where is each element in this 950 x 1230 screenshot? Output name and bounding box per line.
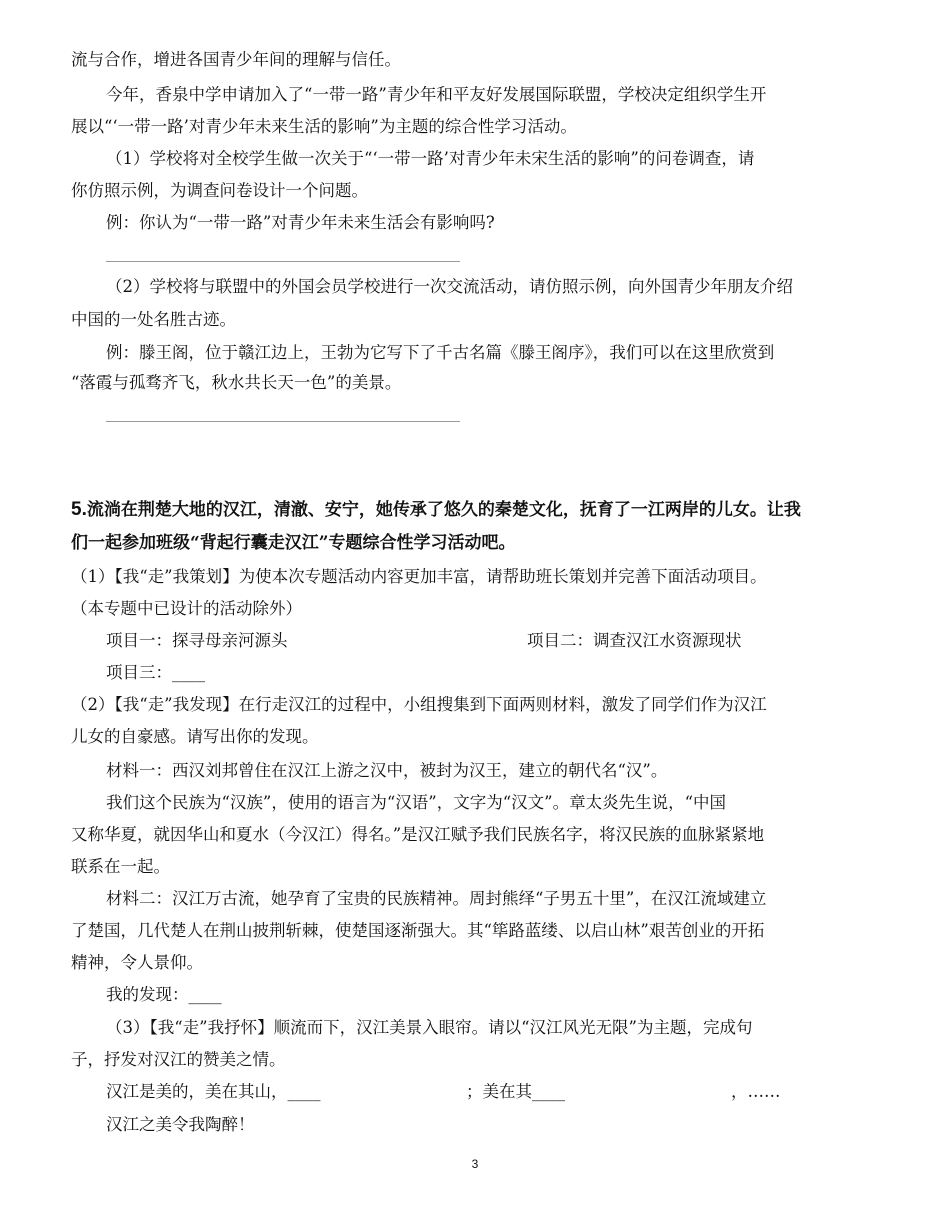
- sentence-part-1: 汉江是美的，美在其山，____: [106, 1082, 321, 1101]
- sentence-part-2: ；美在其____: [466, 1082, 565, 1101]
- question-4-2-example-2: “落霞与孤骛齐飞，秋水共长天一色”的美景。: [71, 373, 402, 392]
- sentence-line-2: 汉江之美令我陶醉！: [106, 1115, 255, 1134]
- material-1-line-4: 联系在一起。: [71, 857, 170, 876]
- material-1-line-1: 材料一：西汉刘邦曾住在汉江上游之汉中，被封为汉王，建立的朝代名“汉”。: [106, 761, 668, 780]
- material-2-line-3: 精神，令人景仰。: [71, 953, 203, 972]
- answer-line-1: [106, 261, 460, 262]
- material-2-line-1: 材料二：汉江万古流，她孕育了宝贵的民族精神。周封熊绎“子男五十里”，在汉江流域建立: [106, 889, 767, 908]
- part-1-line-1: （1）【我“走”我策划】为使本次专题活动内容更加丰富，请帮助班长策划并完善下面活动项目。: [71, 567, 767, 586]
- part-3-line-1: （3）【我“走”我抒怀】顺流而下，汉江美景入眼帘。请以“汉江风光无限”为主题，完成句: [106, 1018, 753, 1037]
- intro-line-1: 流与合作，增进各国青少年间的理解与信任。: [71, 50, 401, 69]
- question-5-title-1: [71, 499, 801, 521]
- material-1-line-3: 又称华夏，就因华山和夏水（今汉江）得名。”是汉江赋予我们民族名字，将汉民族的血脉紧紧地: [71, 825, 765, 844]
- question-5-number: 5.: [71, 499, 87, 520]
- my-discovery: 我的发现：____: [106, 985, 222, 1004]
- question-4-2-example-1: 例：滕王阁，位于赣江边上，王勃为它写下了千古名篇《滕王阁序》，我们可以在这里欣赏到: [106, 343, 775, 362]
- question-5-title-2: 们一起参加班级“背起行囊走汉江”专题综合性学习活动吧。: [71, 533, 516, 553]
- project-1: 项目一：探寻母亲河源头: [106, 631, 288, 650]
- material-2-line-2: 了楚国，几代楚人在荆山披荆斩棘，使楚国逐渐强大。其“筚路蓝缕、以启山林”艰苦创业的开拓: [71, 921, 765, 940]
- part-2-line-1: （2）【我“走”我发现】在行走汉江的过程中，小组搜集到下面两则材料，激发了同学们作为汉江: [71, 695, 767, 714]
- part-2-line-2: 儿女的自豪感。请写出你的发现。: [71, 727, 319, 746]
- part-3-line-2: 子，抒发对汉江的赞美之情。: [71, 1050, 286, 1069]
- answer-line-2: [106, 421, 460, 422]
- question-4-1-line-1: （1）学校将对全校学生做一次关于“‘一带一路’对青少年未宋生活的影响”的问卷调查，请: [106, 149, 755, 168]
- page-number: 3: [471, 1157, 479, 1171]
- question-4-1-example: 例：你认为“一带一路”对青少年未来生活会有影响吗?: [106, 213, 495, 232]
- sentence-part-3: ，……: [731, 1082, 781, 1101]
- intro-line-2: 今年，香泉中学申请加入了“一带一路”青少年和平友好发展国际联盟，学校决定组织学生开: [106, 85, 767, 104]
- intro-line-3: 展以“‘一带一路’对青少年未来生活的影响”为主题的综合性学习活动。: [71, 117, 577, 136]
- project-2: 项目二：调查汉江水资源现状: [527, 631, 742, 650]
- question-4-1-line-2: 你仿照示例，为调查问卷设计一个问题。: [71, 181, 368, 200]
- project-3: 项目三：____: [106, 663, 205, 682]
- question-5-title-text: 流淌在荆楚大地的汉江，清澈、安宁，她传承了悠久的秦楚文化，抚育了一江两岸的儿女。让我: [86, 500, 801, 520]
- material-1-line-2: 我们这个民族为“汉族”，使用的语言为“汉语”，文字为“汉文”。章太炎先生说，“中国: [106, 793, 727, 812]
- question-4-2-line-1: （2）学校将与联盟中的外国会员学校进行一次交流活动，请仿照示例，向外国青少年朋友介绍: [106, 277, 793, 296]
- part-1-line-2: （本专题中已设计的活动除外）: [71, 599, 302, 618]
- question-4-2-line-2: 中国的一处名胜古迹。: [71, 310, 236, 329]
